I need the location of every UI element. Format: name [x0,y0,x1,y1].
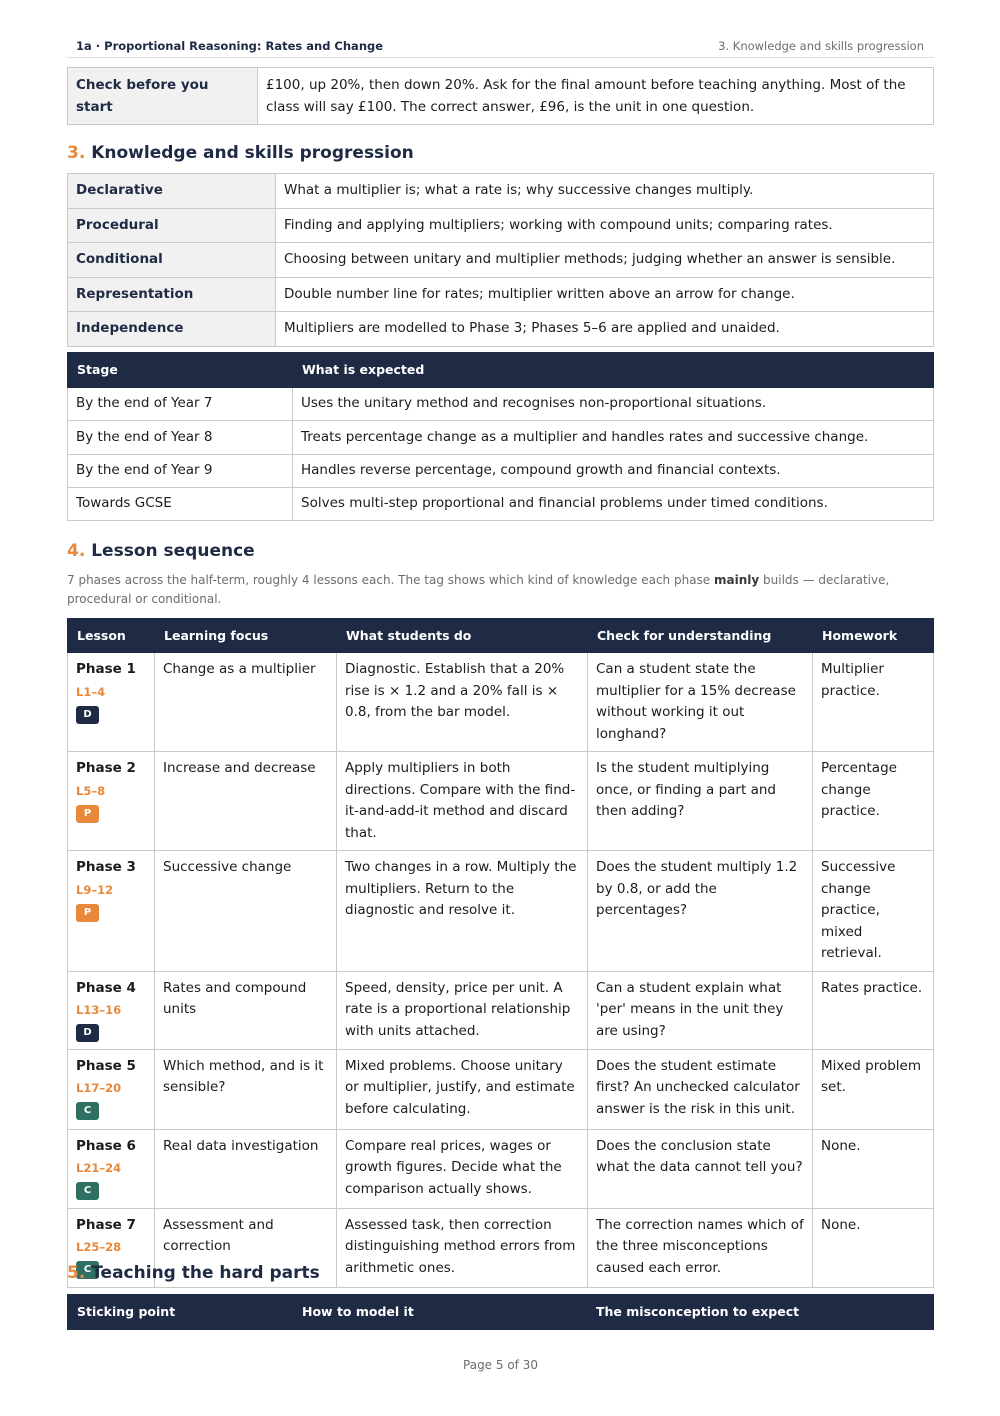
phase-student-activity: Speed, density, price per unit. A rate is a proportional relationship with units attached. [337,971,588,1049]
phase-learning-focus: Successive change [155,851,337,972]
lesson-column-header: Homework [813,619,934,653]
check-row [68,68,934,125]
phase-lesson-range: L5–8 [76,783,106,798]
stage-row [68,454,934,487]
knowledge-text: What a multiplier is; what a rate is; why successive changes multiply. [276,174,934,209]
phase-lesson-cell [68,1049,155,1129]
check-before-start-table [67,67,934,125]
stage-header-row [68,353,934,388]
intro-text-end: builds — declarative, procedural or conditional. [67,573,890,606]
knowledge-label: Procedural [68,208,276,243]
phase-row [68,1049,934,1129]
lesson-sequence-table [67,618,934,1288]
lesson-sequence-intro [67,571,934,609]
section-4-number: 4. [67,541,86,561]
phase-student-activity: Assessed task, then correction distinguishing method errors from arithmetic ones. [337,1208,588,1287]
stage-column-header: What is expected [293,353,934,388]
phase-student-activity: Compare real prices, wages or growth figures. Decide what the comparison actually shows. [337,1129,588,1208]
phase-learning-focus: Which method, and is it sensible? [155,1049,337,1129]
section-3-heading [67,142,414,164]
knowledge-row [68,243,934,278]
section-5-title: Teaching the hard parts [91,1263,320,1283]
header-unit-title: 1a · Proportional Reasoning: Rates and Change [76,39,384,53]
phase-lesson-range: L25–28 [76,1240,122,1254]
knowledge-type-tag: C [76,1182,99,1200]
lesson-header-row [68,619,934,653]
running-header [67,38,934,58]
section-3-number: 3. [67,143,86,163]
phase-homework: Multiplier practice. [813,653,934,752]
stage-name: Towards GCSE [68,487,293,520]
phase-lesson-range: L17–20 [76,1081,122,1095]
stage-row [68,421,934,454]
section-5-heading [67,1262,320,1284]
stage-column-header: Stage [68,353,293,388]
knowledge-row [68,277,934,312]
phase-homework: Percentage change practice. [813,752,934,851]
phase-check-for-understanding: The correction names which of the three misconceptions caused each error. [588,1208,813,1287]
intro-text-bold: mainly [714,573,760,587]
phase-name: Phase 1 [76,661,136,677]
knowledge-label: Conditional [68,243,276,278]
knowledge-text: Finding and applying multipliers; working with compound units; comparing rates. [276,208,934,243]
stage-expectation: Handles reverse percentage, compound growth and financial contexts. [293,454,934,487]
phase-homework: Successive change practice, mixed retrieval. [813,851,934,972]
knowledge-type-tag: D [76,706,99,724]
page-number: Page 5 of 30 [463,1358,538,1372]
stage-table [67,352,934,521]
phase-homework: Mixed problem set. [813,1049,934,1129]
phase-check-for-understanding: Does the student multiply 1.2 by 0.8, or add the percentages? [588,851,813,972]
phase-name: Phase 6 [76,1137,136,1154]
phase-student-activity: Diagnostic. Establish that a 20% rise is × 1.2 and a 20% fall is × 0.8, from the bar model. [337,653,588,752]
phase-check-for-understanding: Can a student state the multiplier for a 15% decrease without working it out longhand? [588,653,813,752]
knowledge-type-tag: D [76,1024,99,1042]
phase-lesson-cell [68,971,155,1049]
check-label: Check before you start [68,68,258,125]
lesson-column-header: Learning focus [155,619,337,653]
phase-learning-focus: Rates and compound units [155,971,337,1049]
knowledge-type-tag: P [76,805,99,823]
knowledge-label: Independence [68,312,276,347]
hard-parts-column-header: Sticking point [68,1295,293,1330]
phase-lesson-range: L13–16 [76,1003,122,1017]
phase-student-activity: Two changes in a row. Multiply the multipliers. Return to the diagnostic and resolve it. [337,851,588,972]
section-3-title: Knowledge and skills progression [91,143,414,163]
phase-homework: None. [813,1208,934,1287]
section-5-number: 5. [67,1263,86,1283]
phase-lesson-cell [68,752,155,851]
stage-name: By the end of Year 9 [68,454,293,487]
phase-lesson-range: L21–24 [76,1161,122,1175]
check-text: £100, up 20%, then down 20%. Ask for the final amount before teaching anything. Most of the class will say £100. The correct answer, £96, is the unit in one question. [258,68,934,125]
stage-expectation: Solves multi-step proportional and financial problems under timed conditions. [293,487,934,520]
phase-learning-focus: Real data investigation [155,1129,337,1208]
phase-check-for-understanding: Does the conclusion state what the data cannot tell you? [588,1129,813,1208]
phase-row [68,752,934,851]
phase-row [68,1129,934,1208]
phase-name: Phase 4 [76,979,136,996]
lesson-column-header: What students do [337,619,588,653]
phase-lesson-cell [68,851,155,972]
lesson-column-header: Check for understanding [588,619,813,653]
phase-homework: None. [813,1129,934,1208]
knowledge-label: Declarative [68,174,276,209]
phase-name: Phase 7 [76,1216,136,1233]
section-4-heading [67,540,255,562]
phase-row [68,851,934,972]
stage-expectation: Uses the unitary method and recognises non-proportional situations. [293,388,934,421]
phase-row [68,971,934,1049]
phase-lesson-range: L1–4 [76,684,106,699]
header-section-title: 3. Knowledge and skills progression [718,39,924,53]
knowledge-text: Double number line for rates; multiplier written above an arrow for change. [276,277,934,312]
stage-name: By the end of Year 7 [68,388,293,421]
knowledge-row [68,174,934,209]
intro-text-start: 7 phases across the half-term, roughly 4 lessons each. The tag shows which kind of knowledge each phase [67,573,714,587]
phase-student-activity: Apply multipliers in both directions. Compare with the find-it-and-add-it method and discard that. [337,752,588,851]
hard-parts-column-header: How to model it [293,1295,587,1330]
phase-check-for-understanding: Can a student explain what 'per' means in the unit they are using? [588,971,813,1049]
knowledge-row [68,208,934,243]
knowledge-text: Choosing between unitary and multiplier methods; judging whether an answer is sensible. [276,243,934,278]
phase-lesson-cell [68,653,155,752]
phase-name: Phase 3 [76,859,136,875]
phase-learning-focus: Assessment and correction [155,1208,337,1287]
knowledge-text: Multipliers are modelled to Phase 3; Phases 5–6 are applied and unaided. [276,312,934,347]
phase-row [68,653,934,752]
section-4-title: Lesson sequence [91,541,255,561]
knowledge-type-tag: P [76,904,99,922]
phase-student-activity: Mixed problems. Choose unitary or multiplier, justify, and estimate before calculating. [337,1049,588,1129]
stage-row [68,487,934,520]
stage-row [68,388,934,421]
phase-learning-focus: Increase and decrease [155,752,337,851]
hard-parts-header-row [68,1295,934,1330]
knowledge-table [67,173,934,347]
stage-expectation: Treats percentage change as a multiplier and handles rates and successive change. [293,421,934,454]
knowledge-label: Representation [68,277,276,312]
knowledge-row [68,312,934,347]
knowledge-type-tag: C [76,1261,99,1279]
hard-parts-table [67,1294,934,1330]
phase-check-for-understanding: Does the student estimate first? An unchecked calculator answer is the risk in this unit. [588,1049,813,1129]
phase-check-for-understanding: Is the student multiplying once, or finding a part and then adding? [588,752,813,851]
lesson-column-header: Lesson [68,619,155,653]
phase-name: Phase 2 [76,760,136,776]
phase-name: Phase 5 [76,1057,136,1074]
stage-name: By the end of Year 8 [68,421,293,454]
phase-homework: Rates practice. [813,971,934,1049]
phase-lesson-range: L9–12 [76,882,114,897]
knowledge-type-tag: C [76,1102,99,1120]
phase-lesson-cell [68,1129,155,1208]
phase-learning-focus: Change as a multiplier [155,653,337,752]
hard-parts-column-header: The misconception to expect [587,1295,934,1330]
